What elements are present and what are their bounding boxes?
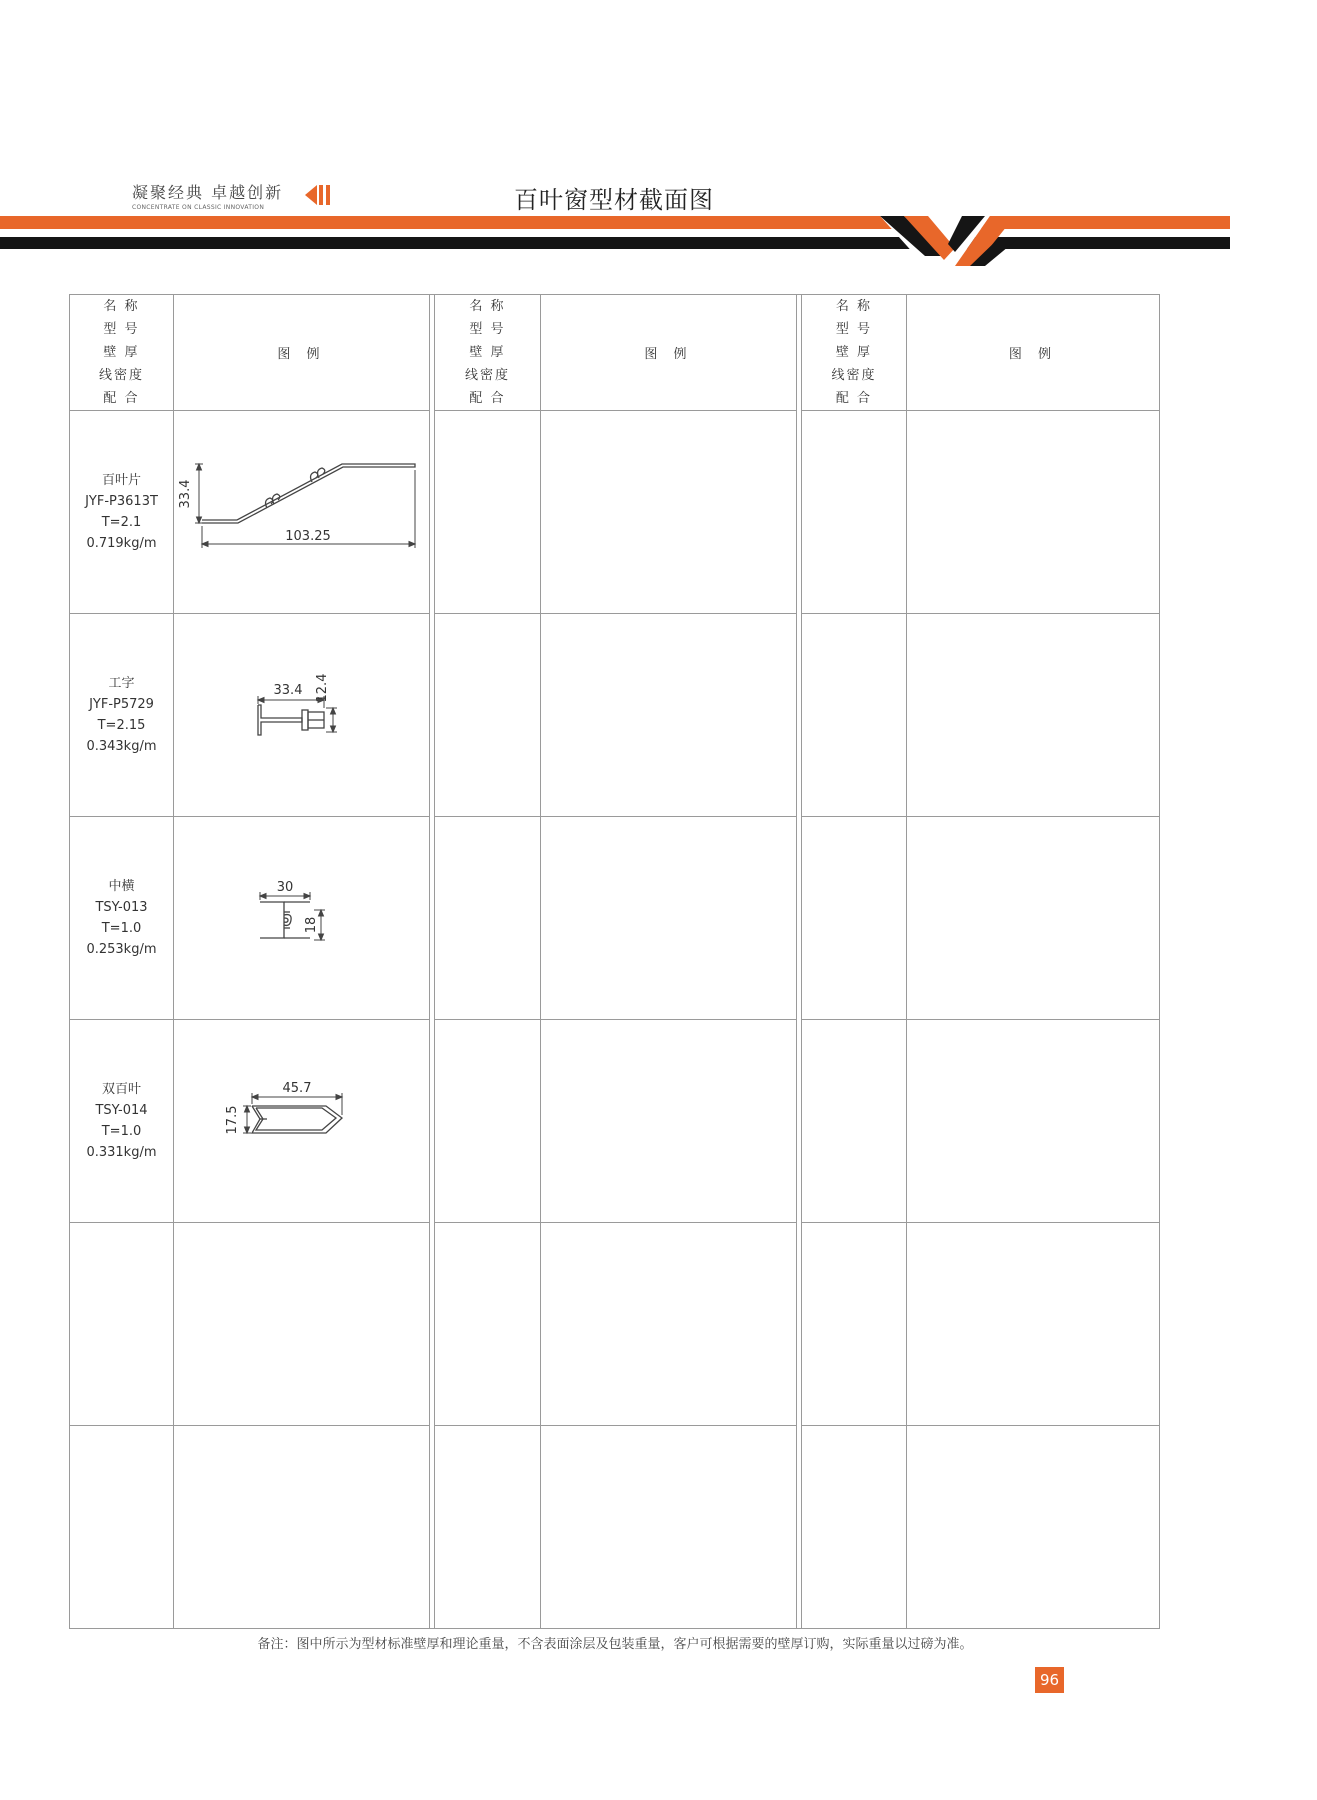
slogan-arrow-icon [305,184,331,206]
profile-density: 0.331kg/m [86,1145,157,1160]
empty-cell [907,411,1160,614]
empty-cell [907,817,1160,1020]
dimension-width: 33.4 [273,683,302,698]
profile-info [70,614,174,817]
transom-profile-drawing [222,868,382,968]
profile-info [70,817,174,1020]
empty-cell [435,1020,541,1223]
header-figure-col2: 图 例 [541,295,797,411]
dimension-width: 45.7 [282,1081,311,1096]
table-row [70,614,1160,817]
profile-name: 工字 [108,676,135,691]
profile-density: 0.253kg/m [86,942,157,957]
profile-thickness: T=1.0 [101,1124,142,1139]
empty-cell [802,1020,907,1223]
empty-cell [541,411,797,614]
profile-drawing-cell [174,411,430,614]
dimension-height: 12.4 [314,673,330,703]
empty-cell [541,817,797,1020]
profile-thickness: T=1.0 [101,921,142,936]
profile-name: 双百叶 [101,1082,141,1097]
slogan-english: CONCENTRATE ON CLASSIC INNOVATION [132,204,265,211]
slogan-chinese: 凝聚经典 卓越创新 [132,183,284,202]
i-beam-profile-drawing [222,670,382,760]
profile-info [70,1020,174,1223]
table-row [70,411,1160,614]
profile-model: TSY-013 [95,900,148,915]
profile-model: TSY-014 [95,1103,148,1118]
profile-table [69,294,1160,1629]
empty-cell [541,614,797,817]
profile-model: JYF-P3613T [85,494,158,509]
profile-thickness: T=2.1 [101,515,142,530]
slogan [132,180,283,211]
empty-cell [802,614,907,817]
footnote: 备注：图中所示为型材标准壁厚和理论重量，不含表面涂层及包装重量，客户可根据需要的壁厚订购，实际重量以过磅为准。 [257,1637,973,1652]
empty-cell [541,1223,797,1426]
empty-cell [907,614,1160,817]
table-row [70,1426,1160,1629]
dimension-width: 103.25 [284,529,331,544]
profile-density: 0.343kg/m [86,739,157,754]
empty-cell [802,411,907,614]
empty-cell [802,1223,907,1426]
page-number: 96 [1035,1667,1064,1693]
double-louver-profile-drawing [222,1071,382,1171]
empty-cell [907,1020,1160,1223]
profile-name: 百叶片 [101,473,141,488]
empty-cell [802,1426,907,1629]
header-figure-col3: 图 例 [907,295,1160,411]
header-attributes-col3: 名 称 型 号 壁 厚 线密度 配 合 [802,295,907,411]
profile-name: 中横 [108,879,135,894]
empty-cell [435,817,541,1020]
dimension-height: 18 [303,916,319,934]
dimension-height: 33.4 [177,479,193,509]
header-stripe-band [0,210,1317,266]
header-figure-col1: 图 例 [174,295,430,411]
empty-cell [174,1223,430,1426]
louver-blade-profile-drawing [177,452,427,572]
header-attributes-col1: 名 称 型 号 壁 厚 线密度 配 合 [70,295,174,411]
table-row [70,817,1160,1020]
dimension-height: 17.5 [224,1105,240,1135]
empty-cell [174,1426,430,1629]
table-header-row [70,295,1160,411]
empty-cell [435,1426,541,1629]
profile-model: JYF-P5729 [89,697,154,712]
profile-drawing-cell [174,614,430,817]
empty-cell [541,1020,797,1223]
table-row [70,1020,1160,1223]
header-attributes-col2: 名 称 型 号 壁 厚 线密度 配 合 [435,295,541,411]
profile-thickness: T=2.15 [97,718,146,733]
dimension-width: 30 [276,880,293,895]
table-row [70,1223,1160,1426]
empty-cell [907,1426,1160,1629]
profile-density: 0.719kg/m [86,536,157,551]
empty-cell [907,1223,1160,1426]
empty-cell [435,1223,541,1426]
empty-cell [70,1223,174,1426]
empty-cell [435,411,541,614]
empty-cell [435,614,541,817]
profile-drawing-cell [174,817,430,1020]
empty-cell [802,817,907,1020]
profile-drawing-cell [174,1020,430,1223]
profile-info [70,411,174,614]
page-title: 百叶窗型材截面图 [514,186,714,214]
empty-cell [541,1426,797,1629]
empty-cell [70,1426,174,1629]
